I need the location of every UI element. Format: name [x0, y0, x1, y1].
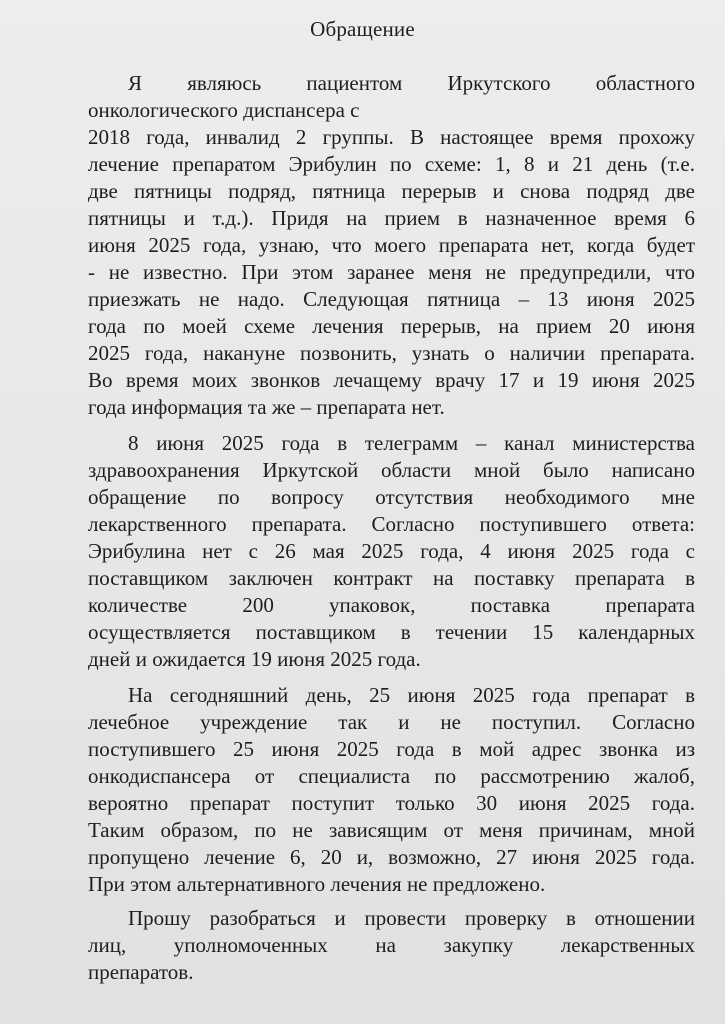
text-line: 8 июня 2025 года в телеграмм – канал министерства [128, 431, 695, 455]
text-line: лекарственного препарата. Согласно поступившего ответа: [88, 512, 695, 536]
text-line: поступившего 25 июня 2025 года в мой адрес звонка из [88, 737, 695, 761]
text-line: пропущено лечение 6, 20 и, возможно, 27 июня 2025 года. [88, 845, 695, 869]
text-line: На сегодняшний день, 25 июня 2025 года препарат в [128, 683, 695, 707]
text-line: пятницы и т.д.). Придя на прием в назначенное время 6 [88, 206, 695, 230]
text-line: 2018 года, инвалид 2 группы. В настоящее время прохожу [88, 125, 695, 149]
text-line: Я являюсь пациентом Иркутского областного [128, 71, 695, 95]
text-line: Таким образом, по не зависящим от меня причинам, мной [88, 818, 695, 842]
document-title: Обращение [310, 17, 415, 41]
text-line: препаратов. [88, 960, 194, 984]
text-line: две пятницы подряд, пятница перерыв и снова подряд две [88, 179, 695, 203]
text-line: онкологического диспансера с [88, 98, 360, 122]
text-line: Эрибулина нет с 26 мая 2025 года, 4 июня 2025 года с [88, 539, 695, 563]
text-line: онкодиспансера от специалиста по рассмотрению жалоб, [88, 764, 695, 788]
text-line: года по моей схеме лечения перерыв, на прием 20 июня [88, 314, 695, 338]
text-line: - не известно. При этом заранее меня не предупредили, что [88, 260, 695, 284]
text-line: поставщиком заключен контракт на поставку препарата в [88, 566, 695, 590]
text-line: вероятно препарат поступит только 30 июня 2025 года. [88, 791, 695, 815]
text-line: лечение препаратом Эрибулин по схеме: 1, 8 и 21 день (т.е. [88, 152, 695, 176]
text-line: здравоохранения Иркутской области мной было написано [88, 458, 695, 482]
text-line: обращение по вопросу отсутствия необходимого мне [88, 485, 695, 509]
text-line: Во время моих звонков лечащему врачу 17 и 19 июня 2025 [88, 368, 695, 392]
text-line: осуществляется поставщиком в течении 15 календарных [88, 620, 695, 644]
text-line: лечебное учреждение так и не поступил. Согласно [88, 710, 695, 734]
text-line: количестве 200 упаковок, поставка препарата [88, 593, 695, 617]
text-line: приезжать не надо. Следующая пятница – 13 июня 2025 [88, 287, 695, 311]
text-line: 2025 года, накануне позвонить, узнать о наличии препарата. [88, 341, 695, 365]
text-line: Прошу разобраться и провести проверку в отношении [128, 906, 695, 930]
text-line: дней и ожидается 19 июня 2025 года. [88, 647, 421, 671]
text-line: года информация та же – препарата нет. [88, 395, 445, 419]
text-line: При этом альтернативного лечения не предложено. [88, 872, 546, 896]
text-line: июня 2025 года, узнаю, что моего препарата нет, когда будет [88, 233, 695, 257]
text-line: лиц, уполномоченных на закупку лекарственных [88, 933, 695, 957]
